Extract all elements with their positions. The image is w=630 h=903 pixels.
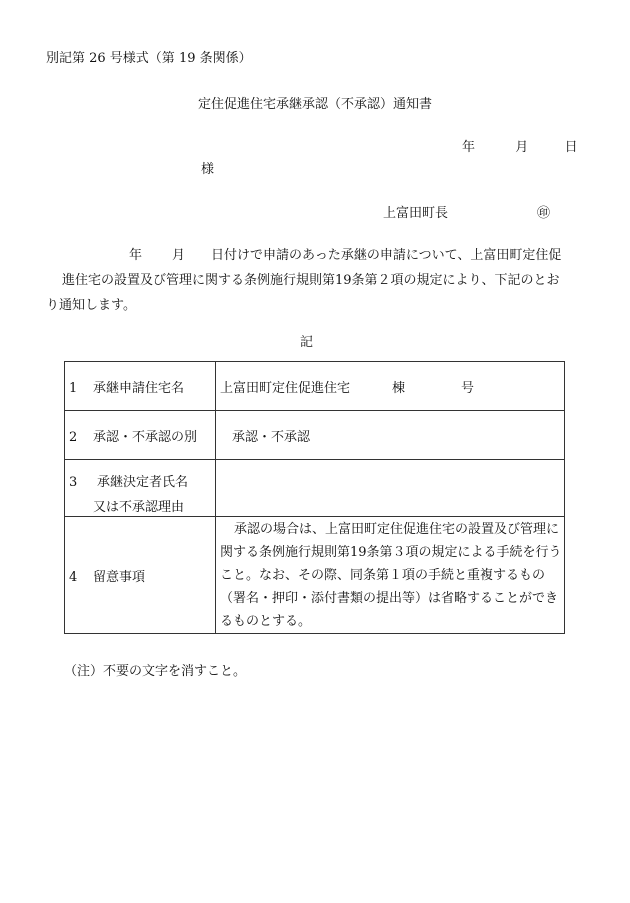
row-1-value-cell [216,362,565,411]
body-line-3: り通知します。 [46,298,136,313]
row-4-value-cell [216,517,565,634]
body-paragraph [46,243,582,318]
form-number: 別記第 26 号様式（第 19 条関係） [46,51,252,66]
note-line-2: 関する条例施行規則第19条第３項の規定による手続を行う [220,544,562,560]
document-title: 定住促進住宅承継承認（不承認）通知書 [197,97,432,112]
row-1-label: 承継申請住宅名 [93,380,185,396]
footnote: （注）不要の文字を消すこと。 [64,664,247,679]
note-line-1: 承認の場合は、上富田町定住促進住宅の設置及び管理に [234,521,560,537]
note-line-5: るものとする。 [220,613,312,629]
row-1-value-number: 号 [461,380,475,396]
issuer-name: 上富田町長 [383,206,449,221]
body-line-1 [46,243,582,268]
date-year: 年 [462,140,476,155]
date-day: 日 [564,140,578,155]
row-2-label: 承認・不承認の別 [93,429,198,445]
row-3-number: 3 [69,475,78,490]
row-2-value-cell [216,411,565,460]
row-4-label-cell [65,517,216,634]
note-line-3: こと。なお、その際、同条第１項の手続と重複するもの [220,567,546,583]
body-year: 年 [129,248,143,263]
row-1-label-cell [65,362,216,411]
table-row [65,411,565,460]
row-4-number: 4 [69,569,78,585]
details-table [64,361,565,634]
body-line-2: 進住宅の設置及び管理に関する条例施行規則第19条第２項の規定により、下記のとお [62,273,560,288]
row-2-value: 承認・不承認 [232,429,311,445]
ki-heading: 記 [300,335,314,350]
body-month: 月 [172,248,186,263]
date-month: 月 [515,140,529,155]
row-3-label-cell [65,460,216,517]
table-row [65,460,565,517]
row-1-value-name: 上富田町定住促進住宅 [220,380,351,396]
date-line [462,136,578,155]
row-1-value-building: 棟 [392,380,406,396]
table-row [65,362,565,411]
row-1-number: 1 [69,380,78,396]
seal-mark: ㊞ [537,206,551,221]
note-line-4: （署名・押印・添付書類の提出等）は省略することができ [220,590,559,606]
row-2-number: 2 [69,429,78,445]
row-3-value-cell [216,460,565,517]
row-2-label-cell [65,411,216,460]
row-3-label-a: 承継決定者氏名 [97,475,189,490]
row-3-label-b: 又は不承認理由 [93,500,185,515]
body-line-1-rest: 日付けで申請のあった承継の申請について、上富田町定住促 [211,248,562,263]
table-row [65,517,565,634]
addressee-suffix: 様 [201,162,215,177]
row-4-label: 留意事項 [93,569,146,585]
